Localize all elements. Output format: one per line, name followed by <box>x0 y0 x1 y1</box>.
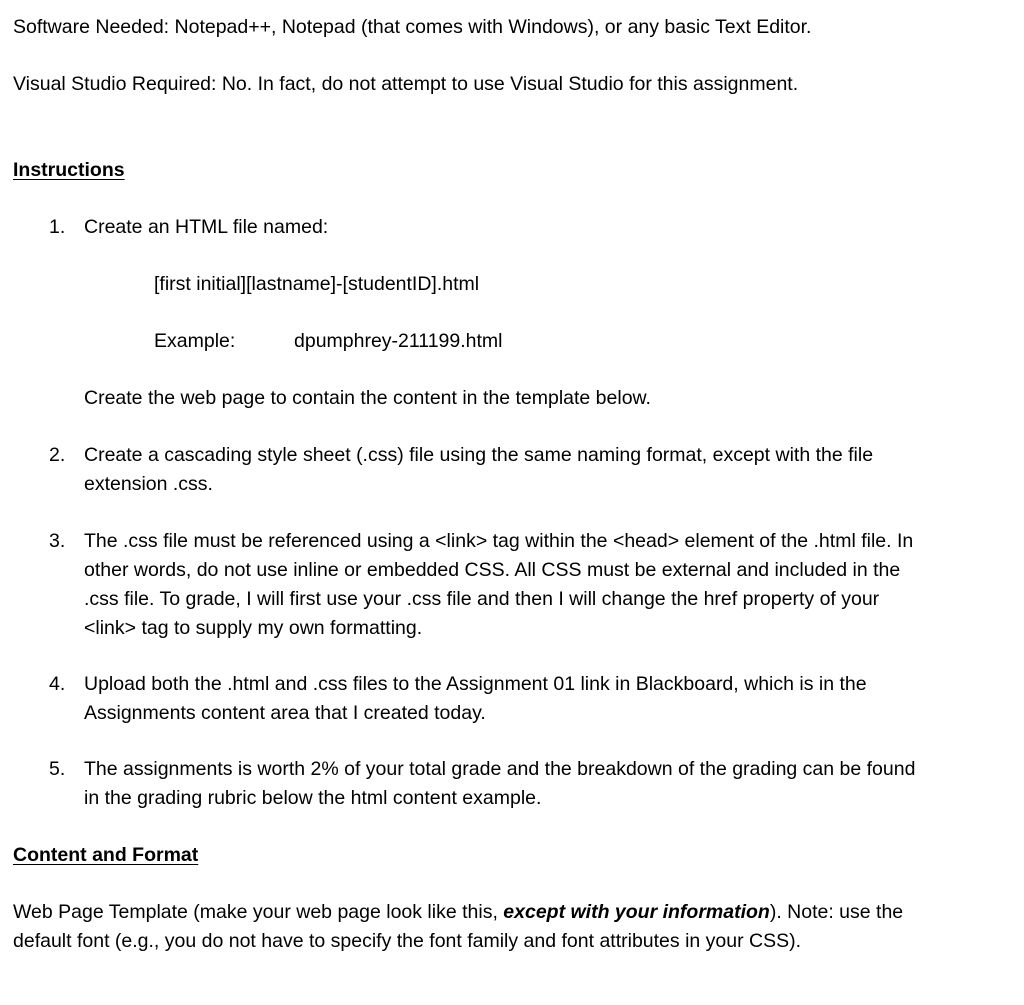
item-4-text: Upload both the .html and .css files to the Assignment 01 link in Blackboard, which is in the Assignments content area that I created today. <box>84 673 867 724</box>
visual-studio-line: Visual Studio Required: No. In fact, do not attempt to use Visual Studio for this assignment. <box>13 73 799 95</box>
software-needed-line: Software Needed: Notepad++, Notepad (that comes with Windows), or any basic Text Editor. <box>13 16 812 38</box>
template-note-paragraph <box>13 898 943 956</box>
filename-pattern: [first initial][lastname]-[studentID].html <box>154 273 480 295</box>
item-2-number: 2. <box>49 444 66 466</box>
example-value: dpumphrey-211199.html <box>294 330 503 352</box>
item-5-number: 5. <box>49 758 66 780</box>
template-note-suffix: ). Note: use the default font (e.g., you do not have to specify the font family and font attributes in your CSS). <box>13 901 904 952</box>
template-note-emphasis: except with your information <box>503 901 770 923</box>
item-1-number: 1. <box>49 216 66 238</box>
item-1-followup: Create the web page to contain the content in the template below. <box>84 387 651 409</box>
example-label: Example: <box>154 330 236 352</box>
content-format-heading: Content and Format <box>13 844 199 866</box>
item-4-number: 4. <box>49 673 66 695</box>
template-note-prefix: Web Page Template (make your web page look like this, <box>13 901 504 923</box>
item-1-text: Create an HTML file named: <box>84 216 329 238</box>
item-3-number: 3. <box>49 530 66 552</box>
item-2-text: Create a cascading style sheet (.css) file using the same naming format, except with the file extension .css. <box>84 444 874 495</box>
item-3-text: The .css file must be referenced using a <link> tag within the <head> element of the .html file. In other words, do not use inline or embedded CSS. All CSS must be external and included in the .css file. To grade, I will first use your .css file and then I will change the href property of your <link> tag to supply my own formatting. <box>84 530 914 639</box>
instructions-heading: Instructions <box>13 159 125 181</box>
item-5-text: The assignments is worth 2% of your total grade and the breakdown of the grading can be found in the grading rubric below the html content example. <box>84 758 916 809</box>
